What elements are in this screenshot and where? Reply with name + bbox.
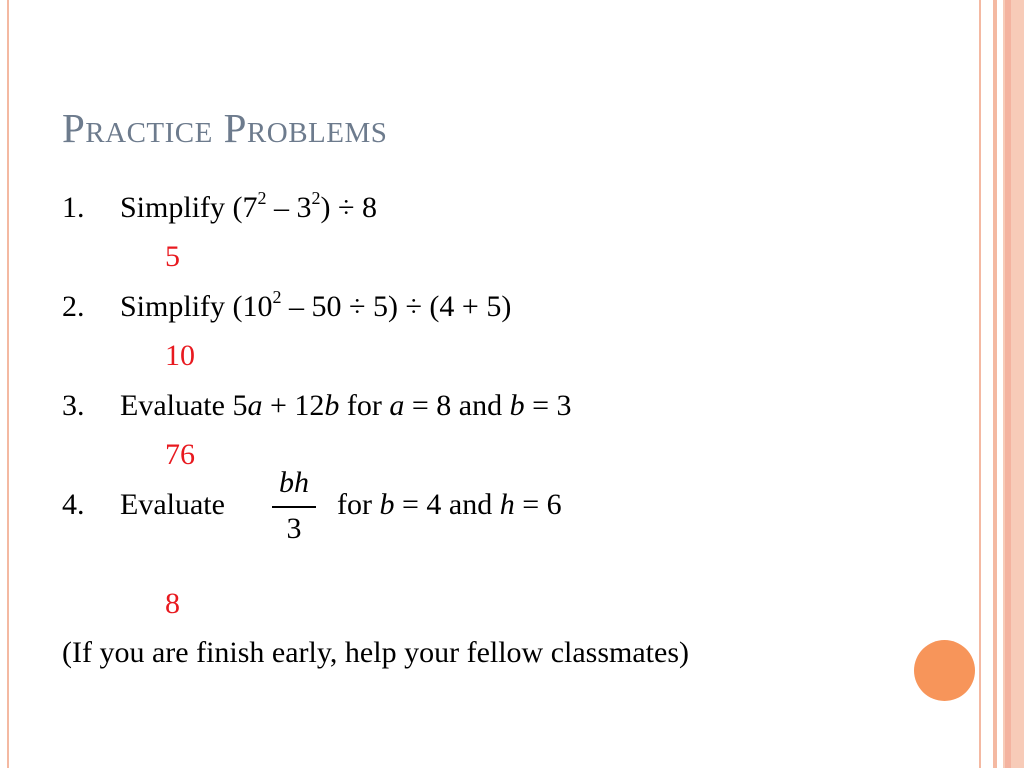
problem-text: Evaluate 5a + 12b for a = 8 and b = 3	[120, 389, 572, 422]
frame-stripe	[1005, 0, 1011, 768]
answer-3: 76	[165, 438, 195, 471]
frame-stripe	[979, 0, 981, 768]
slide-title: Practice Problems	[62, 105, 388, 151]
slide-frame-left	[7, 0, 9, 768]
answer-1: 5	[165, 240, 180, 273]
fraction-bh-over-3	[272, 464, 316, 548]
fraction-bar	[272, 506, 316, 508]
footer-note: (If you are finish early, help your fellow classmates)	[62, 636, 689, 669]
problem-number: 2.	[62, 290, 85, 323]
answer-4: 8	[165, 587, 180, 620]
problem-text: Simplify $(10^2 - 50 \div 5) \div (4 + 5)$	[120, 287, 512, 323]
fraction-denominator: 3	[286, 512, 302, 545]
fraction-numerator: bh	[279, 466, 309, 499]
decorative-orange-circle	[914, 640, 975, 701]
problem-text-lead: Evaluate	[120, 488, 225, 521]
problem-text: Simplify $(7^2 - 3^2) \div 8$	[120, 188, 377, 224]
problem-number: 1.	[62, 191, 85, 224]
problem-text-tail: for b = 4 and h = 6	[337, 488, 562, 521]
problem-number: 4.	[62, 488, 85, 521]
frame-stripe	[993, 0, 997, 768]
problem-number: 3.	[62, 389, 85, 422]
answer-2: 10	[165, 339, 195, 372]
slide-frame-right	[979, 0, 1024, 768]
